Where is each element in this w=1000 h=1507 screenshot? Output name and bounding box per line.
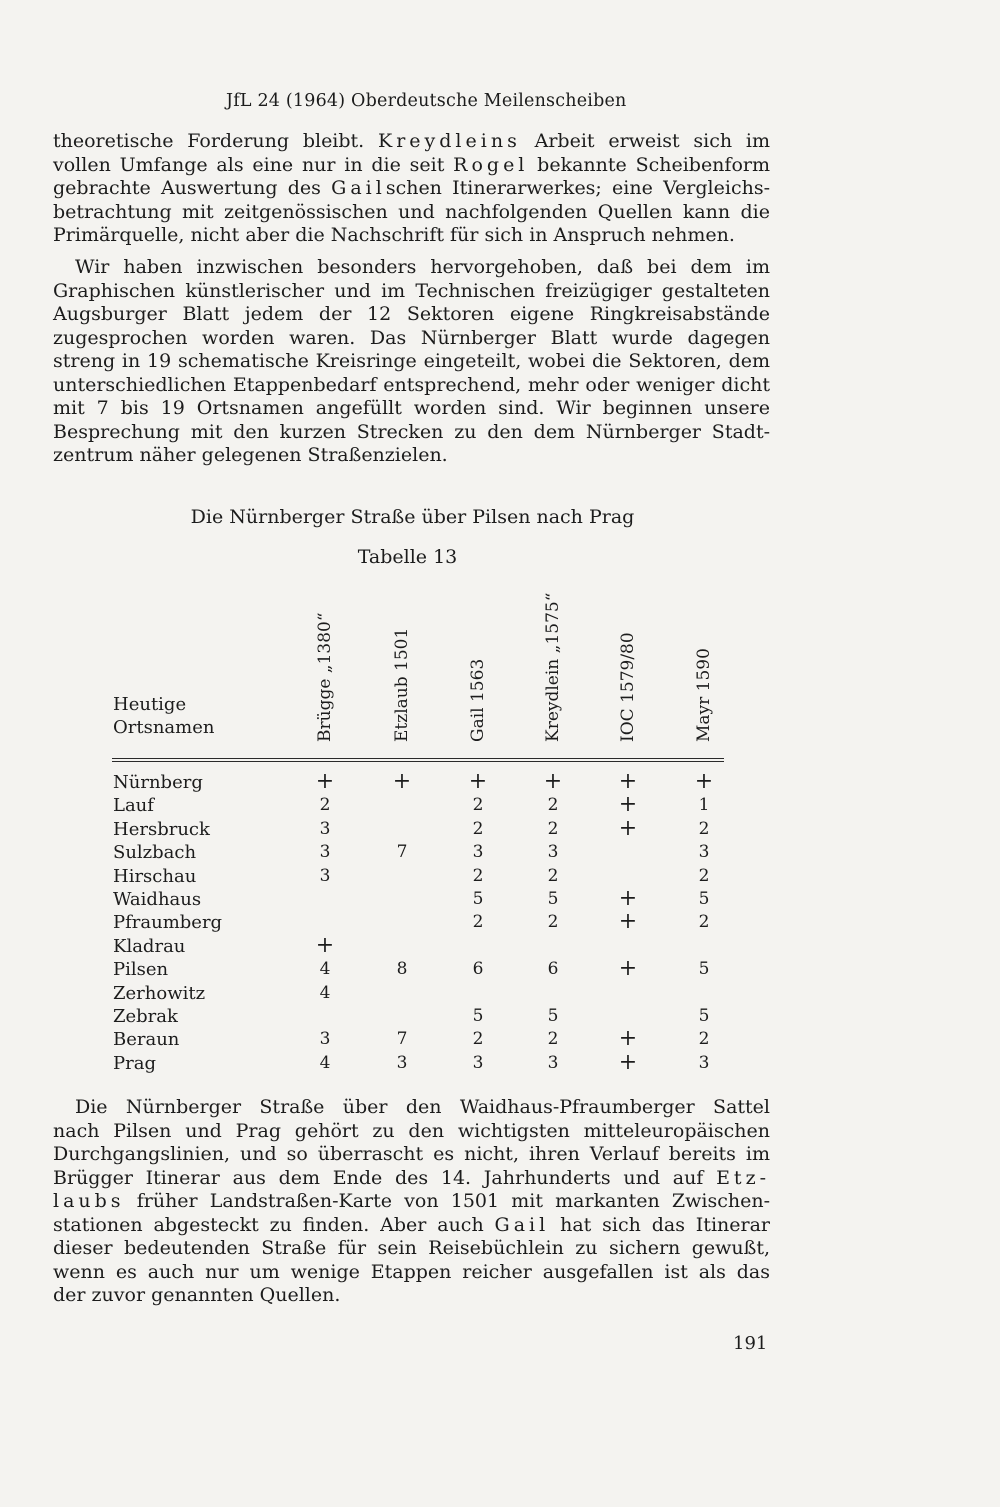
column-header bbox=[313, 560, 337, 742]
text-run: Durchgangslinien, und so überrascht es nicht, ihren Verlauf bereits im bbox=[53, 1143, 770, 1165]
paragraph-2 bbox=[53, 256, 770, 468]
table-cell: 2 bbox=[547, 912, 559, 933]
table-cell: + bbox=[315, 769, 335, 794]
table-row bbox=[0, 932, 1000, 960]
text-run: nach Pilsen und Prag gehört zu den wichtigsten mitteleuropäischen bbox=[53, 1119, 770, 1142]
text-line bbox=[53, 201, 770, 225]
text-line: Augsburger Blatt jedem der 12 Sektoren eigene Ringkreisabstände bbox=[53, 303, 770, 325]
table-rule-top bbox=[112, 758, 724, 759]
table-cell: 5 bbox=[547, 889, 559, 909]
place-name: Waidhaus bbox=[113, 889, 202, 910]
table-cell: 2 bbox=[547, 1029, 559, 1050]
text-line bbox=[53, 1237, 770, 1261]
table-title: Die Nürnberger Straße über Pilsen nach Prag bbox=[190, 506, 635, 528]
column-header bbox=[541, 560, 565, 742]
place-name: Lauf bbox=[113, 795, 154, 817]
text-run: dieser bedeutenden Straße für sein Reisebüchlein zu sichern gewußt, bbox=[53, 1237, 770, 1259]
table-cell: + bbox=[543, 769, 563, 794]
text-run: bekannte Scheibenform bbox=[528, 153, 770, 176]
table-cell: 3 bbox=[472, 1052, 484, 1073]
table-cell: + bbox=[618, 769, 638, 794]
text-line bbox=[53, 1261, 770, 1285]
paragraph-1 bbox=[53, 130, 770, 248]
table-cell: 2 bbox=[472, 1029, 484, 1050]
column-header-label: Mayr 1590 bbox=[694, 648, 714, 742]
text-run: Brügger Itinerar aus dem Ende des 14. Jahrhunderts und auf bbox=[53, 1166, 717, 1189]
table-row bbox=[0, 886, 1000, 913]
table-cell: 5 bbox=[698, 959, 710, 980]
text-run: betrachtung mit zeitgenössischen und nachfolgenden Quellen kann die bbox=[53, 200, 770, 223]
place-name: Hirschau bbox=[113, 865, 197, 887]
running-header: JfL 24 (1964) Oberdeutsche Meilenscheiben bbox=[226, 91, 627, 111]
table-row bbox=[0, 1049, 1000, 1077]
table-cell: 2 bbox=[698, 1029, 710, 1050]
place-name: Hersbruck bbox=[113, 818, 210, 840]
table-cell: + bbox=[694, 769, 714, 794]
table-cell: + bbox=[618, 1026, 638, 1052]
text-line bbox=[53, 224, 770, 248]
text-line bbox=[53, 1214, 770, 1238]
table-cell: 3 bbox=[319, 865, 331, 886]
text-line bbox=[53, 177, 770, 201]
place-name: Nürnberg bbox=[113, 772, 203, 793]
table-cell: 4 bbox=[319, 1052, 331, 1073]
table-row bbox=[0, 815, 1000, 843]
text-line: Besprechung mit den kurzen Strecken zu den dem Nürnberger Stadt- bbox=[53, 420, 770, 443]
text-run: früher Landstraßen-Karte von 1501 mit markanten Zwischen- bbox=[124, 1190, 770, 1212]
table-row bbox=[0, 956, 1000, 983]
column-header-label: IOC 1579/80 bbox=[618, 632, 638, 742]
text-line bbox=[53, 1143, 770, 1167]
column-header bbox=[390, 560, 414, 742]
text-run: stationen abgesteckt zu finden. Aber auch bbox=[53, 1213, 495, 1236]
column-header-label: Kreydlein „1575“ bbox=[543, 592, 563, 742]
table-row bbox=[0, 866, 1000, 890]
column-header bbox=[692, 560, 716, 742]
table-cell: 3 bbox=[472, 842, 484, 863]
place-name: Beraun bbox=[113, 1029, 180, 1051]
text-run: Primärquelle, nicht aber die Nachschrift für sich in Anspruch nehmen. bbox=[53, 224, 735, 246]
text-line: zentrum näher gelegenen Straßenzielen. bbox=[53, 444, 448, 466]
table-cell: + bbox=[618, 815, 638, 841]
table-cell: 3 bbox=[698, 842, 710, 863]
table-number: Tabelle 13 bbox=[357, 546, 458, 568]
place-name: Zebrak bbox=[113, 1006, 178, 1027]
row-header-line-2: Ortsnamen bbox=[113, 717, 215, 738]
column-header bbox=[616, 560, 640, 742]
table-cell: 1 bbox=[698, 795, 710, 816]
text-line: streng in 19 schematische Kreisringe eingeteilt, wobei die Sektoren, dem bbox=[53, 350, 770, 372]
emphasized-name: Kreydleins bbox=[378, 130, 521, 152]
table-row bbox=[0, 1026, 1000, 1053]
text-line: mit 7 bis 19 Ortsnamen angefüllt worden sind. Wir beginnen unsere bbox=[53, 397, 770, 419]
table-cell: 5 bbox=[698, 1006, 710, 1026]
text-line bbox=[53, 1096, 770, 1120]
table-cell: + bbox=[315, 932, 335, 958]
emphasized-name: Etz- bbox=[716, 1166, 770, 1189]
emphasized-name: laubs bbox=[53, 1190, 125, 1212]
emphasized-name: Rogel bbox=[453, 153, 529, 176]
row-header-line-1: Heutige bbox=[113, 694, 187, 715]
table-cell: 5 bbox=[472, 889, 484, 909]
text-line: unterschiedlichen Etappenbedarf entsprechend, mehr oder weniger dicht bbox=[53, 373, 770, 396]
table-cell: 2 bbox=[472, 795, 484, 816]
table-cell: 7 bbox=[396, 842, 408, 863]
text-line bbox=[53, 1190, 770, 1214]
table-cell: 8 bbox=[396, 959, 408, 980]
table-row bbox=[0, 1006, 1000, 1030]
table-cell: 6 bbox=[472, 959, 484, 980]
table-cell: 2 bbox=[472, 818, 484, 839]
table-cell: 3 bbox=[319, 842, 331, 863]
table-cell: 2 bbox=[547, 865, 559, 886]
table-cell: 3 bbox=[698, 1052, 710, 1073]
table-cell: + bbox=[618, 886, 638, 911]
table-cell: 4 bbox=[319, 959, 331, 980]
table-cell: 2 bbox=[319, 795, 331, 816]
table-cell: 5 bbox=[698, 889, 710, 909]
table-cell: + bbox=[618, 792, 638, 818]
table-cell: 2 bbox=[547, 818, 559, 839]
column-header-label: Gail 1563 bbox=[468, 658, 488, 742]
row-header bbox=[113, 693, 214, 739]
table-cell: 3 bbox=[319, 1029, 331, 1050]
table-cell: 3 bbox=[547, 842, 559, 863]
table-cell: 5 bbox=[472, 1006, 484, 1026]
text-line: zugesprochen worden waren. Das Nürnberger Blatt wurde dagegen bbox=[53, 326, 770, 349]
table-cell: 2 bbox=[472, 912, 484, 933]
table-rule-bottom bbox=[112, 761, 724, 762]
table-row bbox=[0, 909, 1000, 936]
text-run: gebrachte Auswertung des bbox=[53, 177, 332, 199]
paragraph-3 bbox=[53, 1096, 770, 1308]
text-run: der zuvor genannten Quellen. bbox=[53, 1284, 341, 1306]
text-run: schen Itinerarwerkes; eine Vergleichs- bbox=[385, 177, 770, 199]
page-number: 191 bbox=[733, 1333, 768, 1354]
table-cell: 2 bbox=[547, 795, 559, 816]
text-line bbox=[53, 1284, 770, 1308]
place-name: Pfraumberg bbox=[113, 912, 223, 934]
table-cell: + bbox=[468, 769, 488, 794]
table-cell: 6 bbox=[547, 959, 559, 980]
text-line bbox=[53, 1120, 770, 1144]
place-name: Zerhowitz bbox=[113, 982, 206, 1004]
table-cell: 2 bbox=[698, 865, 710, 886]
text-run: theoretische Forderung bleibt. bbox=[53, 130, 379, 152]
table-cell: 5 bbox=[547, 1006, 559, 1026]
table-row bbox=[0, 769, 1000, 796]
place-name: Sulzbach bbox=[113, 842, 197, 864]
text-run: Die Nürnberger Straße über den Waidhaus-Pfraumberger Sattel bbox=[75, 1096, 770, 1118]
text-line bbox=[53, 1167, 770, 1191]
place-name: Pilsen bbox=[113, 959, 169, 981]
table-row bbox=[0, 983, 1000, 1007]
column-header-label: Brügge „1380“ bbox=[315, 612, 335, 742]
column-header-label: Etzlaub 1501 bbox=[392, 627, 412, 742]
table-cell: 4 bbox=[319, 982, 331, 1003]
table-row bbox=[0, 842, 1000, 866]
text-line bbox=[53, 154, 770, 178]
table-row bbox=[0, 792, 1000, 819]
column-header bbox=[466, 560, 490, 742]
text-run: hat sich das Itinerar bbox=[549, 1213, 770, 1236]
table-cell: 3 bbox=[319, 818, 331, 839]
table-cell: 2 bbox=[698, 912, 710, 933]
table-cell: + bbox=[618, 1049, 638, 1075]
table-cell: 2 bbox=[472, 865, 484, 886]
place-name: Prag bbox=[113, 1052, 156, 1074]
table-cell: 3 bbox=[396, 1052, 408, 1073]
text-run: Arbeit erweist sich im bbox=[520, 130, 770, 152]
text-run: wenn es auch nur um wenige Etappen reicher ausgefallen ist als das bbox=[53, 1260, 770, 1283]
table-cell: 7 bbox=[396, 1029, 408, 1050]
table-cell: 3 bbox=[547, 1052, 559, 1073]
table-cell: + bbox=[618, 909, 638, 935]
text-line: Graphischen künstlerischer und im Technischen freizügiger gestalteten bbox=[53, 279, 770, 302]
text-run: vollen Umfange als eine nur in die seit bbox=[53, 153, 454, 176]
text-line bbox=[53, 130, 770, 154]
text-line: Wir haben inzwischen besonders hervorgehoben, daß bei dem im bbox=[75, 256, 770, 278]
table-cell: + bbox=[392, 769, 412, 794]
table-cell: 2 bbox=[698, 818, 710, 839]
emphasized-name: Gail bbox=[494, 1213, 550, 1236]
place-name: Kladrau bbox=[113, 935, 186, 957]
table-cell: + bbox=[618, 956, 638, 982]
emphasized-name: Gail bbox=[331, 177, 386, 199]
